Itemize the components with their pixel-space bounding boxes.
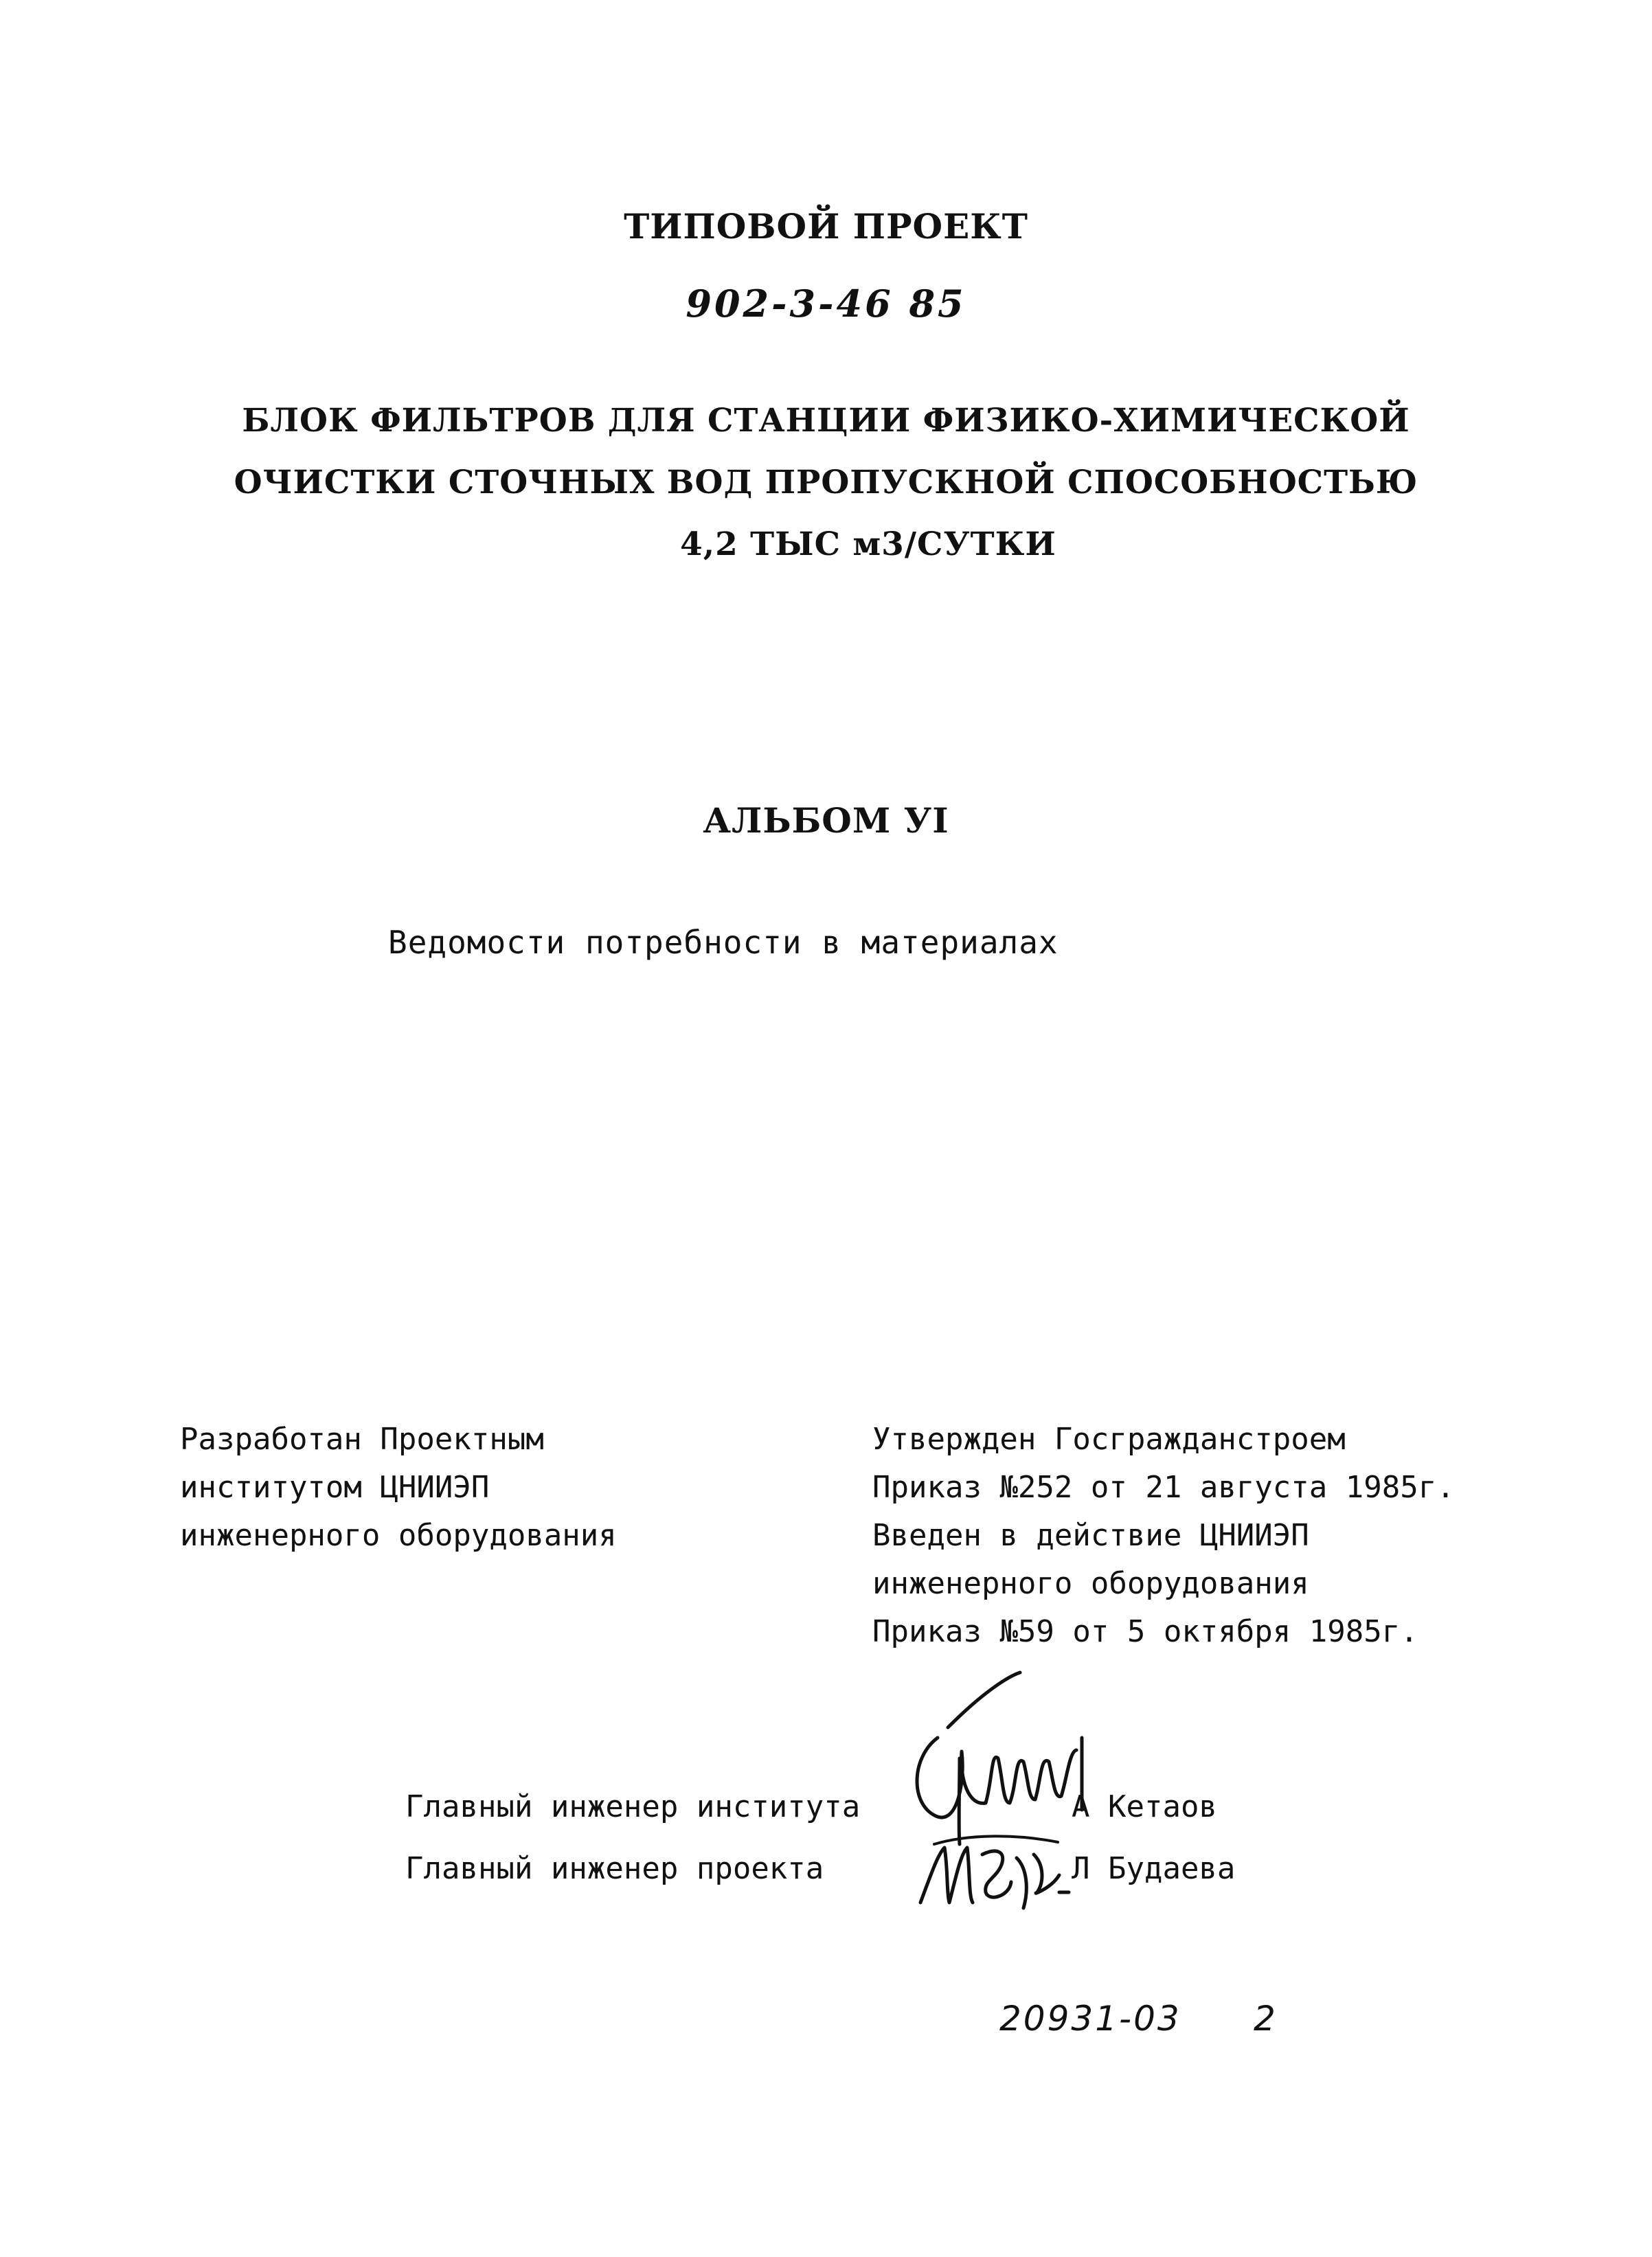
developer-line-2: институтом ЦНИИЭП <box>180 1470 490 1505</box>
signatory-role-1: Главный инженер института <box>405 1789 861 1824</box>
approval-line-3: Введен в действие ЦНИИЭП <box>872 1518 1309 1553</box>
signature-chief-engineer-institute <box>883 1669 1089 1848</box>
project-type-heading: ТИПОВОЙ ПРОЕКТ <box>624 206 1028 247</box>
inventory-number: 20931-03 <box>999 1999 1181 2039</box>
approval-line-2: Приказ №252 от 21 августа 1985г. <box>872 1470 1455 1505</box>
developer-line-3: инженерного оборудования <box>180 1518 617 1553</box>
title-line-1: БЛОК ФИЛЬТРОВ ДЛЯ СТАНЦИИ ФИЗИКО-ХИМИЧЕСКОЙ <box>242 402 1410 440</box>
approval-line-4: инженерного оборудования <box>872 1566 1309 1601</box>
developer-line-1: Разработан Проектным <box>180 1422 544 1457</box>
project-code: 902-3-46 85 <box>686 282 966 326</box>
title-line-3: 4,2 ТЫС м3/СУТКИ <box>680 525 1056 563</box>
signatory-role-2: Главный инженер проекта <box>405 1851 824 1886</box>
signatory-name-1: А Кетаов <box>1072 1789 1217 1824</box>
album-heading: АЛЬБОМ УI <box>703 800 949 841</box>
album-subtitle: Ведомости потребности в материалах <box>388 924 1059 961</box>
approval-line-5: Приказ №59 от 5 октября 1985г. <box>872 1614 1418 1649</box>
page-number: 2 <box>1254 1999 1278 2039</box>
title-line-2: ОЧИСТКИ СТОЧНЫХ ВОД ПРОПУСКНОЙ СПОСОБНОСТЬЮ <box>234 464 1418 501</box>
signature-chief-engineer-project <box>907 1827 1072 1916</box>
signatory-name-2: Л Будаева <box>1072 1851 1236 1886</box>
approval-line-1: Утвержден Госгражданстроем <box>872 1422 1346 1457</box>
